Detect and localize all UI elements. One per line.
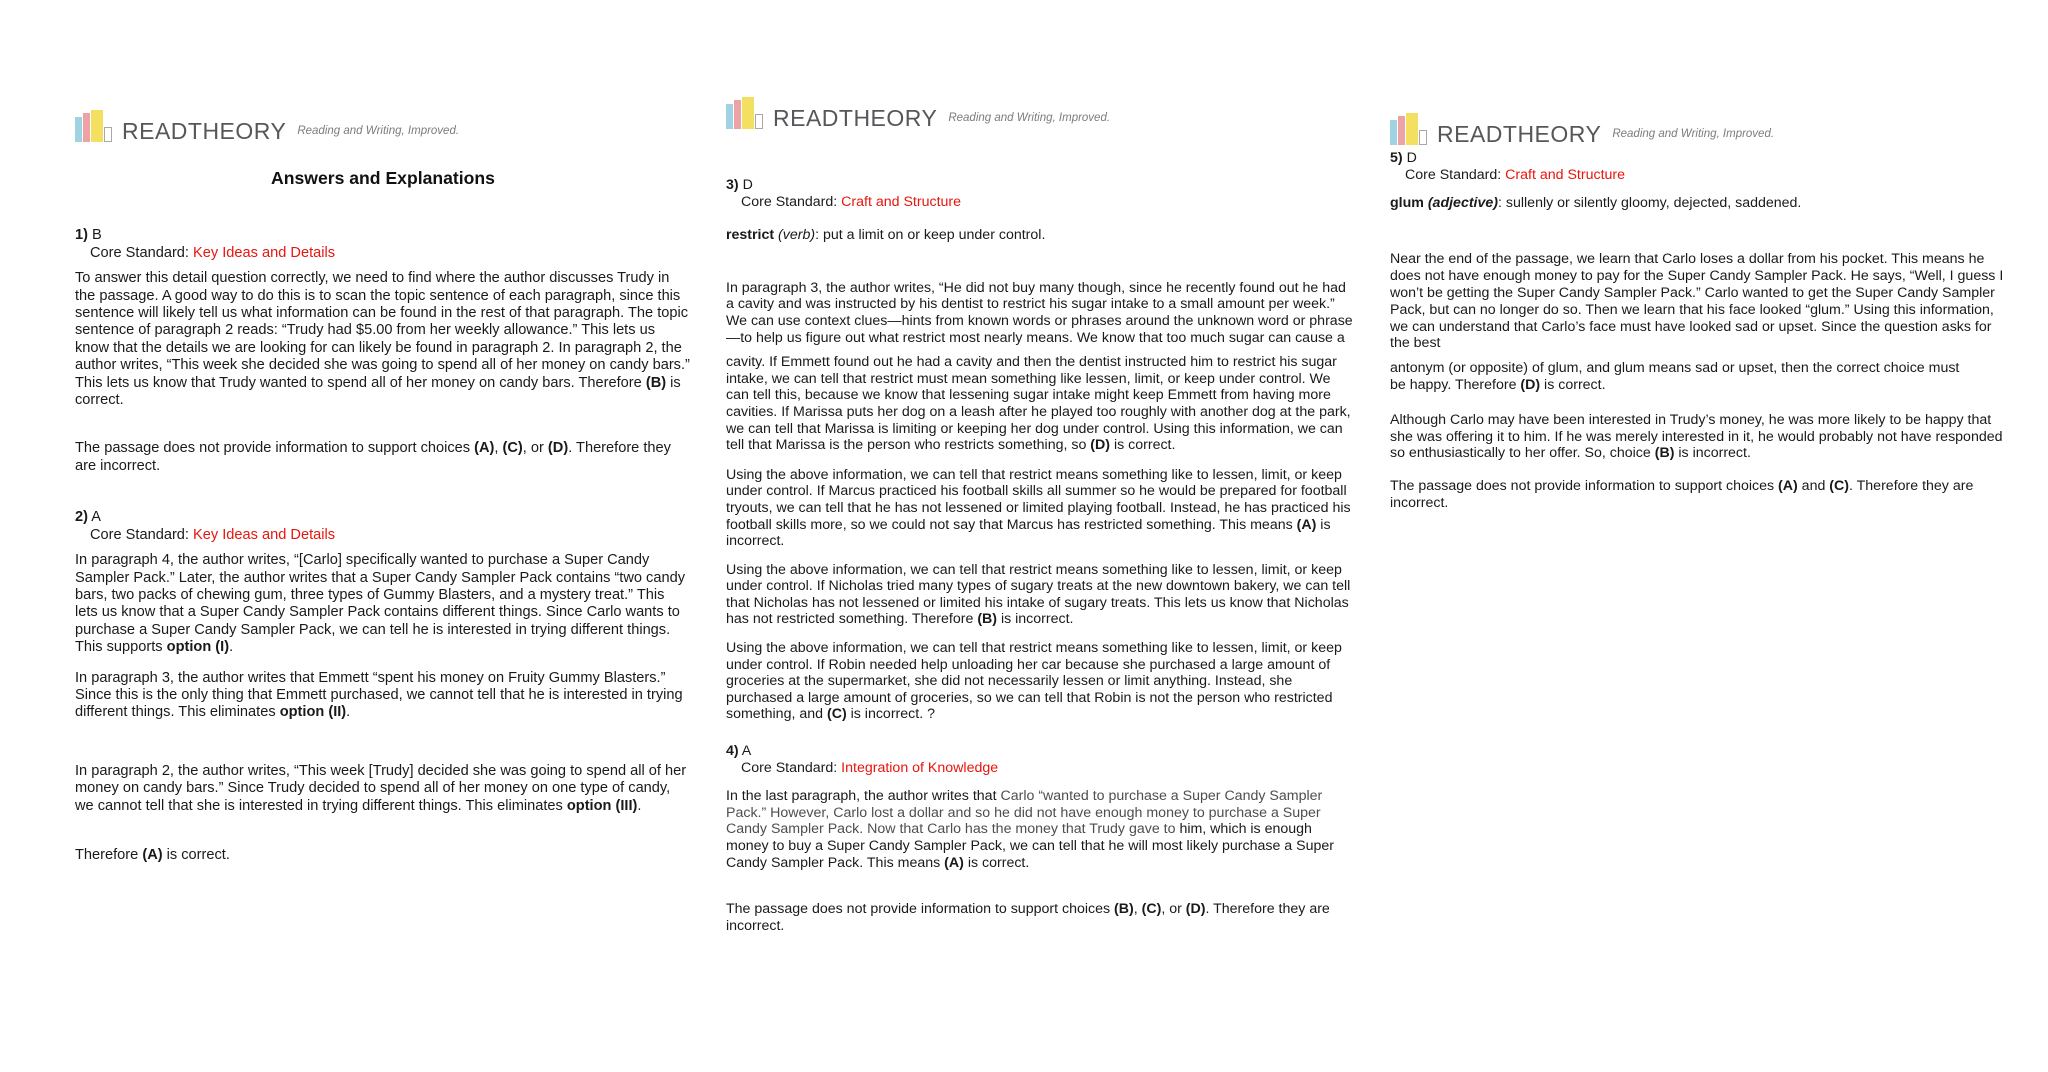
answer-page-3 (1390, 108, 2012, 512)
brand-tagline: Reading and Writing, Improved. (297, 124, 460, 137)
brand-name: READTHEORY (1437, 121, 1602, 147)
explanation-paragraph: cavity. If Emmett found out he had a cavity and then the dentist instructed him to restrict his sugar intake, we can tell that restrict must mean something like lessen, limit, or keep under control. We can tell this, because we know that lessening sugar intake might keep Emmett from having more cavities. If Marissa puts her dog on a leash after he played too roughly with another dog at the park, we can tell that Marissa is limiting or keeping her dog under control. Using this information, we can tell that Marissa is the person who restricts something, so (D) is correct. (726, 354, 1351, 454)
question-number: 4) (726, 743, 739, 760)
question-number: 5) (1390, 150, 1403, 166)
explanation-paragraph: The passage does not provide information to support choices (B), (C), or (D). Therefore they are incorrect. (726, 901, 1330, 934)
readtheory-books-icon (726, 97, 764, 129)
readtheory-logo (1390, 108, 2012, 145)
answer-letter: B (92, 227, 102, 244)
answer-page-1 (75, 105, 691, 864)
brand-name: READTHEORY (122, 118, 287, 144)
brand-name: READTHEORY (773, 105, 938, 131)
core-standard-value: Craft and Structure (1505, 166, 1626, 183)
explanation-paragraph: In paragraph 3, the author writes that Emmett “spent his money on Fruity Gummy Blasters.” Since this is the only thing that Emmett purchased, we cannot tell that he is interested in trying different things. This eliminates option (II). (75, 669, 683, 721)
question-number: 2) (75, 509, 88, 526)
core-standard-line (726, 760, 1356, 777)
explanation-paragraph: The passage does not provide information to support choices (A) and (C). Therefore they are incorrect. (1390, 478, 1974, 511)
core-standard-label: Core Standard: (90, 244, 189, 261)
explanation-paragraph: In paragraph 2, the author writes, “This week [Trudy] decided she was going to spend all of her money on candy bars.” Since Trudy decided to spend all of her money on one type of candy, we cannot tell that she is interested in trying different things. This eliminates option (III). (75, 762, 687, 814)
core-standard-line (726, 194, 1356, 211)
page-title: Answers and Explanations (271, 168, 495, 188)
explanation-paragraph: In paragraph 4, the author writes, “[Carlo] specifically wanted to purchase a Super Candy Sampler Pack.” Later, the author writes that a Super Candy Sampler Pack contains “two candy bars, two packs of chewing gum, three types of Gummy Blasters, and a mystery treat.” This lets us know that a Super Candy Sampler Pack contains different things. Since Carlo wants to purchase a Super Candy Sampler Pack, we can tell he is interested in trying different things. This supports option (I). (75, 552, 685, 656)
explanation-paragraph: antonym (or opposite) of glum, and glum means sad or upset, then the correct choice must be happy. Therefore (D) is correct. (1390, 360, 1960, 393)
core-standard-label: Core Standard: (1405, 166, 1502, 183)
explanation-paragraph: Using the above information, we can tell that restrict means something like to lessen, limit, or keep under control. If Nicholas tried many types of sugary treats at the new downtown bakery, we can tell that Nicholas has not lessened or limited his intake of sugary treats. This lets us know that Nicholas has not restricted something. Therefore (B) is incorrect. (726, 561, 1351, 628)
explanation-paragraph: Near the end of the passage, we learn that Carlo loses a dollar from his pocket. This means he does not have enough money to pay for the Super Candy Sampler Pack. He says, “Well, I guess I won’t be getting the Super Candy Sampler Pack.” Carlo wanted to get the Super Candy Sampler Pack, but can no longer do so. Then we learn that his face looked “glum.” Using this information, we can understand that Carlo’s face must have looked sad or upset. Since the question asks for the best (1390, 251, 2004, 352)
answer-2-choice (75, 509, 691, 526)
answer-3-choice (726, 177, 1356, 194)
brand-tagline: Reading and Writing, Improved. (1612, 128, 1775, 141)
core-standard-value: Key Ideas and Details (193, 244, 336, 261)
readtheory-books-icon (75, 110, 113, 142)
answer-1-header (75, 227, 691, 262)
core-standard-label: Core Standard: (741, 759, 838, 776)
answer-5-choice (1390, 150, 2012, 167)
core-standard-line (75, 245, 691, 262)
explanation-paragraph: In the last paragraph, the author writes that Carlo “wanted to purchase a Super Candy Sampler Pack.” However, Carlo lost a dollar and so he did not have enough money to purchase a Super Candy Sampler Pack. Now that Carlo has the money that Trudy gave to him, which is enough money to buy a Super Candy Sampler Pack, we can tell that he will most likely purchase a Super Candy Sampler Pack. This means (A) is correct. (726, 788, 1334, 871)
core-standard-line (1390, 167, 2012, 184)
definition-line: restrict (verb): put a limit on or keep under control. (726, 227, 1046, 244)
explanation-paragraph: Therefore (A) is correct. (75, 846, 230, 863)
readtheory-logo (75, 105, 691, 142)
explanation-paragraph: Using the above information, we can tell that restrict means something like to lessen, limit, or keep under control. If Marcus practiced his football skills all summer so he would be prepared for football tryouts, we can tell that he has not lessened or limited playing football. Instead, he has practiced his football skills more, so we could not say that Marcus has restricted something. This means (A) is incorrect. (726, 466, 1351, 550)
explanation-paragraph: Although Carlo may have been interested in Trudy’s money, he was more likely to be happy that she was offering it to him. If he was merely interested in it, he would probably not have responded so enthusiastically to her offer. So, choice (B) is incorrect. (1390, 411, 2003, 462)
core-standard-value: Integration of Knowledge (841, 759, 999, 776)
explanation-paragraph: The passage does not provide information to support choices (A), (C), or (D). Therefore they are incorrect. (75, 440, 671, 474)
answer-page-2 (726, 92, 1356, 934)
readtheory-logo (726, 92, 1356, 129)
answer-letter: D (742, 177, 753, 193)
answer-letter: A (741, 743, 752, 760)
answer-5-header (1390, 150, 2012, 184)
answer-1-choice (75, 227, 691, 244)
answer-letter: A (91, 509, 101, 526)
question-number: 1) (75, 227, 88, 244)
question-number: 3) (726, 177, 739, 193)
core-standard-line (75, 527, 691, 544)
answer-2-header (75, 509, 691, 544)
explanation-paragraph: To answer this detail question correctly, we need to find where the author discusses Trudy in the passage. A good way to do this is to scan the topic sentence of each paragraph, since this sentence will likely tell us what information can be found in the rest of that paragraph. The topic sentence of paragraph 2 reads: “Trudy had $5.00 from her weekly allowance.” This lets us know that the details we are looking for can likely be found in paragraph 2. In paragraph 2, the author writes, “This week she decided she was going to spend all of her money on candy bars.” This lets us know that Trudy wanted to spend all of her money on candy bars. Therefore (B) is correct. (75, 270, 690, 409)
core-standard-value: Key Ideas and Details (193, 526, 336, 543)
explanation-paragraph: In paragraph 3, the author writes, “He did not buy many though, since he recently found out he had a cavity and was instructed by his dentist to restrict his sugar intake to a small amount per week.” We can use context clues—hints from known words or phrases around the unknown word or phrase—to help us figure out what restrict most nearly means. We know that too much sugar can cause a (726, 279, 1353, 346)
core-standard-value: Craft and Structure (841, 193, 962, 210)
answer-letter: D (1406, 150, 1417, 166)
readtheory-books-icon (1390, 113, 1428, 145)
definition-line: glum (adjective): sullenly or silently gloomy, dejected, saddened. (1390, 194, 1802, 211)
explanation-paragraph: Using the above information, we can tell that restrict means something like to lessen, limit, or keep under control. If Robin needed help unloading her car because she purchased a large amount of groceries at the supermarket, she did not necessarily lessen or limit anything. Instead, she purchased a large amount of groceries, so we can tell that Robin is not the person who restricted something, and (C) is incorrect. ? (726, 640, 1342, 723)
brand-tagline: Reading and Writing, Improved. (948, 112, 1111, 125)
core-standard-label: Core Standard: (741, 193, 838, 210)
answer-3-header (726, 177, 1356, 210)
answer-4-header (726, 743, 1356, 776)
answer-4-choice (726, 743, 1356, 760)
core-standard-label: Core Standard: (90, 526, 189, 543)
